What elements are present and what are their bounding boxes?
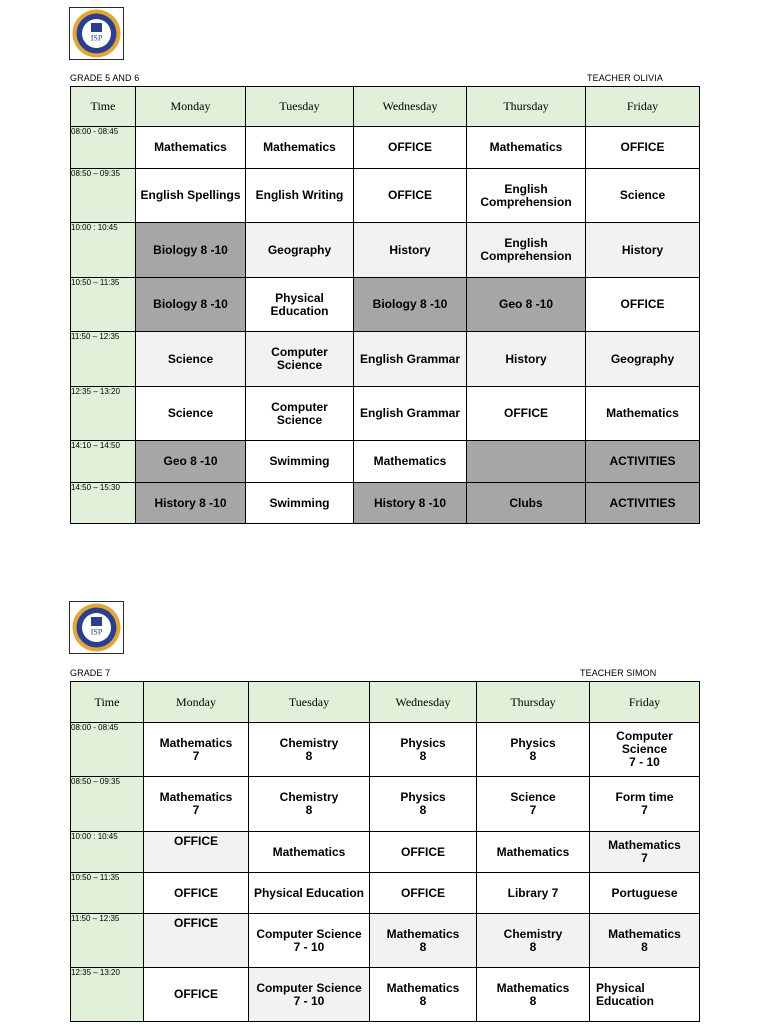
timetable-grade-7	[70, 681, 700, 1022]
lesson-cell-thursday	[467, 441, 586, 483]
lesson-cell-friday	[586, 483, 700, 524]
lesson-cell-thursday	[477, 832, 590, 873]
lesson-cell-thursday	[477, 968, 590, 1022]
lesson-cell-monday	[136, 332, 246, 387]
teacher-label: TEACHER SIMON	[580, 668, 657, 678]
lesson-label: Science	[619, 188, 666, 202]
lesson-label: Mathematics	[489, 140, 563, 154]
lesson-label: Mathematics	[373, 454, 447, 468]
lesson-cell-monday	[144, 832, 249, 873]
lesson-label: OFFICE	[174, 916, 218, 930]
lesson-cell-tuesday	[249, 832, 370, 873]
lesson-label: Mathematics 8	[496, 980, 570, 1008]
lesson-label: English Grammar	[359, 351, 461, 366]
lesson-label: ACTIVITIES	[609, 454, 676, 468]
lesson-label: Physical Education	[253, 885, 365, 900]
lesson-cell-wednesday	[354, 387, 467, 441]
lesson-cell-wednesday	[354, 441, 467, 483]
lesson-label: Physics 8	[510, 735, 556, 763]
time-slot: 11:50 – 12:35	[71, 914, 144, 968]
table-row	[71, 127, 700, 169]
lesson-label: Computer Science 7 - 10	[256, 980, 362, 1008]
lesson-label: Library 7	[507, 885, 559, 900]
lesson-label: Computer Science	[271, 399, 328, 427]
lesson-cell-monday	[144, 873, 249, 914]
lesson-label: History	[389, 242, 431, 257]
lesson-label: Portuguese	[611, 885, 678, 900]
time-slot: 12:35 – 13:20	[71, 387, 136, 441]
lesson-label: Chemistry 8	[279, 735, 339, 763]
column-header-friday: Friday	[586, 87, 700, 127]
lesson-label: Mathematics 7	[159, 735, 233, 763]
grade-label: GRADE 7	[70, 668, 111, 678]
table-row	[71, 914, 700, 968]
lesson-cell-friday	[590, 832, 700, 873]
lesson-label: ACTIVITIES	[609, 495, 676, 510]
time-slot: 11:50 – 12:35	[71, 332, 136, 387]
lesson-cell-wednesday	[354, 223, 467, 278]
lesson-label: English Spellings	[140, 188, 241, 202]
lesson-label: Biology 8 -10	[372, 297, 448, 311]
lesson-cell-friday	[586, 278, 700, 332]
lesson-cell-thursday	[467, 223, 586, 278]
lesson-cell-thursday	[477, 914, 590, 968]
lesson-cell-monday	[136, 387, 246, 441]
lesson-cell-thursday	[467, 169, 586, 223]
svg-text:ISP: ISP	[90, 33, 103, 43]
lesson-cell-tuesday	[246, 441, 354, 483]
lesson-cell-tuesday	[246, 332, 354, 387]
lesson-cell-friday	[590, 914, 700, 968]
time-slot: 10:00 : 10:45	[71, 223, 136, 278]
column-header-tuesday: Tuesday	[246, 87, 354, 127]
lesson-cell-thursday	[477, 873, 590, 914]
column-header-tuesday: Tuesday	[249, 682, 370, 723]
lesson-cell-tuesday	[249, 873, 370, 914]
lesson-label: Geography	[610, 351, 675, 366]
lesson-cell-tuesday	[249, 723, 370, 777]
lesson-cell-monday	[136, 127, 246, 169]
table-row	[71, 832, 700, 873]
lesson-cell-tuesday	[249, 777, 370, 832]
lesson-label: Mathematics 7	[159, 790, 233, 817]
lesson-cell-thursday	[467, 127, 586, 169]
lesson-label: Computer Science 7 - 10	[616, 729, 673, 769]
lesson-label: Clubs	[509, 495, 543, 510]
table-row	[71, 483, 700, 524]
lesson-label: Mathematics 8	[608, 926, 681, 954]
lesson-label: Science 7	[510, 790, 556, 817]
column-header-monday: Monday	[136, 87, 246, 127]
lesson-cell-tuesday	[246, 223, 354, 278]
lesson-cell-monday	[136, 441, 246, 483]
table-row	[71, 169, 700, 223]
lesson-cell-friday	[590, 873, 700, 914]
lesson-cell-thursday	[467, 278, 586, 332]
lesson-label: Mathematics 8	[386, 926, 460, 954]
lesson-label: History	[621, 242, 664, 257]
time-slot: 08:50 – 09:35	[71, 777, 144, 832]
lesson-label: Mathematics	[263, 140, 336, 154]
lesson-cell-friday	[586, 223, 700, 278]
lesson-label: Swimming	[269, 495, 330, 510]
lesson-cell-friday	[586, 332, 700, 387]
time-slot: 10:50 – 11:35	[71, 278, 136, 332]
lesson-label: Mathematics	[606, 406, 679, 420]
lesson-label: Physics 8	[400, 790, 446, 817]
table-row	[71, 332, 700, 387]
lesson-label: Computer Science 7 - 10	[256, 926, 362, 954]
time-slot: 14:50 – 15:30	[71, 483, 136, 524]
lesson-label: Form time 7	[615, 790, 674, 817]
lesson-cell-friday	[590, 777, 700, 832]
time-slot: 08:50 – 09:35	[71, 169, 136, 223]
table-row	[71, 387, 700, 441]
lesson-cell-friday	[590, 968, 700, 1022]
lesson-cell-monday	[144, 914, 249, 968]
lesson-label: OFFICE	[620, 297, 665, 311]
lesson-cell-monday	[144, 723, 249, 777]
timetable-grade-5-6	[70, 86, 700, 524]
lesson-cell-wednesday	[370, 777, 477, 832]
column-header-time: Time	[71, 87, 136, 127]
lesson-label: Mathematics	[272, 844, 346, 859]
lesson-label: Science	[167, 351, 214, 366]
lesson-cell-friday	[590, 723, 700, 777]
column-header-time: Time	[71, 682, 144, 723]
table-row	[71, 223, 700, 278]
lesson-cell-tuesday	[246, 169, 354, 223]
lesson-label: English Comprehension	[480, 181, 572, 209]
lesson-label: English Grammar	[359, 406, 461, 420]
lesson-cell-thursday	[477, 777, 590, 832]
lesson-cell-tuesday	[249, 968, 370, 1022]
lesson-cell-thursday	[467, 483, 586, 524]
lesson-label: OFFICE	[174, 885, 218, 900]
lesson-label: History	[505, 351, 547, 366]
lesson-label: Physical Education	[596, 980, 655, 1008]
lesson-label: OFFICE	[388, 188, 432, 202]
lesson-label: OFFICE	[504, 406, 548, 420]
time-slot: 10:50 – 11:35	[71, 873, 144, 914]
lesson-label: OFFICE	[401, 844, 445, 859]
table-row	[71, 723, 700, 777]
lesson-cell-wednesday	[370, 968, 477, 1022]
column-header-friday: Friday	[590, 682, 700, 723]
lesson-label: Biology 8 -10	[153, 242, 228, 257]
lesson-label: History 8 -10	[373, 495, 447, 510]
lesson-label: Mathematics 7	[608, 838, 681, 865]
column-header-thursday: Thursday	[477, 682, 590, 723]
lesson-cell-wednesday	[354, 278, 467, 332]
table-row	[71, 968, 700, 1022]
column-header-wednesday: Wednesday	[370, 682, 477, 723]
lesson-cell-monday	[144, 777, 249, 832]
lesson-cell-wednesday	[354, 127, 467, 169]
lesson-label: History 8 -10	[154, 495, 227, 510]
lesson-cell-friday	[586, 127, 700, 169]
lesson-label: English Comprehension	[480, 236, 572, 263]
svg-text:ISP: ISP	[90, 627, 103, 637]
column-header-wednesday: Wednesday	[354, 87, 467, 127]
lesson-cell-wednesday	[370, 832, 477, 873]
lesson-cell-monday	[136, 278, 246, 332]
lesson-cell-thursday	[467, 332, 586, 387]
lesson-label: Mathematics 8	[386, 980, 460, 1008]
lesson-cell-tuesday	[246, 278, 354, 332]
lesson-label: Biology 8 -10	[153, 297, 228, 311]
lesson-label: OFFICE	[388, 140, 432, 154]
lesson-cell-friday	[586, 169, 700, 223]
lesson-cell-monday	[136, 169, 246, 223]
school-logo	[69, 7, 124, 60]
lesson-label: Mathematics	[496, 844, 570, 859]
lesson-cell-tuesday	[246, 127, 354, 169]
table-row	[71, 278, 700, 332]
lesson-label: OFFICE	[174, 987, 218, 1001]
lesson-label: Geo 8 -10	[163, 454, 218, 468]
grade-label: GRADE 5 AND 6	[70, 73, 140, 83]
lesson-cell-wednesday	[370, 873, 477, 914]
lesson-cell-wednesday	[354, 169, 467, 223]
lesson-label: Science	[167, 406, 214, 420]
lesson-label: OFFICE	[174, 834, 218, 848]
lesson-label: OFFICE	[401, 885, 445, 900]
lesson-cell-tuesday	[249, 914, 370, 968]
table-row	[71, 777, 700, 832]
lesson-cell-friday	[586, 441, 700, 483]
lesson-label: Mathematics	[154, 140, 227, 154]
time-slot: 10:00 : 10:45	[71, 832, 144, 873]
lesson-label: Geography	[267, 242, 332, 257]
lesson-label: Chemistry 8	[279, 790, 339, 817]
lesson-cell-wednesday	[370, 914, 477, 968]
lesson-label: Swimming	[269, 454, 330, 468]
lesson-cell-thursday	[477, 723, 590, 777]
lesson-cell-friday	[586, 387, 700, 441]
lesson-cell-tuesday	[246, 387, 354, 441]
teacher-label: TEACHER OLIVIA	[587, 73, 663, 83]
school-logo	[69, 601, 124, 654]
time-slot: 08:00 - 08:45	[71, 723, 144, 777]
lesson-cell-monday	[144, 968, 249, 1022]
lesson-cell-monday	[136, 223, 246, 278]
lesson-label: English Writing	[255, 188, 344, 202]
lesson-cell-thursday	[467, 387, 586, 441]
time-slot: 08:00 - 08:45	[71, 127, 136, 169]
lesson-cell-tuesday	[246, 483, 354, 524]
lesson-cell-wednesday	[370, 723, 477, 777]
time-slot: 12:35 – 13:20	[71, 968, 144, 1022]
lesson-cell-wednesday	[354, 332, 467, 387]
column-header-thursday: Thursday	[467, 87, 586, 127]
lesson-label: OFFICE	[620, 140, 665, 154]
column-header-monday: Monday	[144, 682, 249, 723]
lesson-cell-monday	[136, 483, 246, 524]
lesson-label: Geo 8 -10	[498, 297, 554, 311]
lesson-cell-wednesday	[354, 483, 467, 524]
table-row	[71, 441, 700, 483]
lesson-label: Physical Education	[270, 290, 329, 318]
lesson-label: Chemistry 8	[503, 926, 563, 954]
lesson-label: Computer Science	[271, 345, 328, 372]
lesson-label: Physics 8	[400, 735, 446, 763]
time-slot: 14:10 – 14:50	[71, 441, 136, 483]
table-row	[71, 873, 700, 914]
